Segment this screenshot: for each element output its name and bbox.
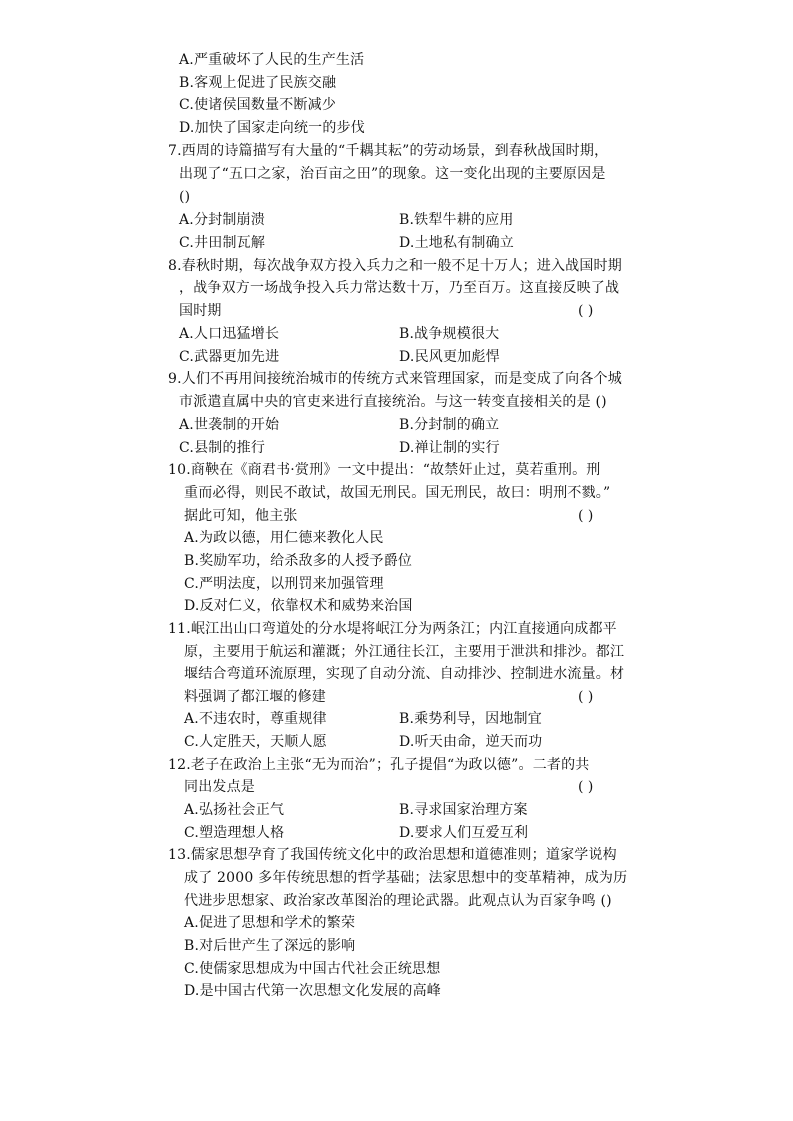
- q10-option-a: A.为政以德，用仁德来教化人民: [184, 530, 384, 546]
- q9-stem-line1: 9.人们不再用间接统治城市的传统方式来管理国家，而是变成了向各个城: [168, 371, 622, 387]
- q8-option-a: A.人口迅猛增长: [179, 326, 280, 342]
- q9-stem-line2: 市派遣直属中央的官吏来进行直接统治。与这一转变直接相关的是 (): [179, 394, 607, 410]
- q7-option-d: D.土地私有制确立: [399, 235, 514, 251]
- q9-option-d: D.禅让制的实行: [399, 440, 500, 456]
- q7-option-a: A.分封制崩溃: [179, 212, 265, 228]
- q12-answer-paren: ( ): [578, 779, 594, 795]
- q8-option-b: B.战争规模很大: [399, 326, 500, 342]
- q13-option-a: A.促进了思想和学术的繁荣: [184, 915, 356, 931]
- q11-answer-paren: ( ): [578, 689, 594, 705]
- q12-option-d: D.要求人们互爱互利: [399, 825, 529, 841]
- q11-stem-line3: 堰结合弯道环流原理，实现了自动分流、自动排沙、控制进水流量。材: [184, 666, 625, 682]
- q13-option-d: D.是中国古代第一次思想文化发展的高峰: [184, 983, 441, 999]
- q10-stem-line1: 10.商鞅在《商君书·赏刑》一文中提出：“故禁奸止过，莫若重刑。刑: [168, 462, 601, 478]
- q7-option-b: B.铁犁牛耕的应用: [399, 212, 514, 228]
- q12-option-a: A.弘扬社会正气: [184, 802, 285, 818]
- q6-option-a: A.严重破坏了人民的生产生活: [179, 52, 365, 68]
- q11-option-a: A.不违农时，尊重规律: [184, 711, 327, 727]
- q8-stem-line3: 国时期: [179, 303, 222, 319]
- q13-option-c: C.使儒家思想成为中国古代社会正统思想: [184, 961, 441, 977]
- q10-answer-paren: ( ): [578, 508, 594, 524]
- q8-answer-paren: ( ): [578, 303, 594, 319]
- q11-option-d: D.听天由命，逆天而功: [399, 734, 543, 750]
- q13-option-b: B.对后世产生了深远的影响: [184, 938, 356, 954]
- q6-option-c: C.使诸侯国数量不断减少: [179, 97, 337, 113]
- q12-stem-line2: 同出发点是: [184, 779, 255, 795]
- q10-option-c: C.严明法度，以刑罚来加强管理: [184, 576, 384, 592]
- q11-stem-line4: 料强调了都江堰的修建: [184, 689, 326, 705]
- q8-option-d: D.民风更加彪悍: [399, 349, 500, 365]
- q9-option-a: A.世袭制的开始: [179, 417, 280, 433]
- q10-stem-line3: 据此可知，他主张: [184, 508, 298, 524]
- q6-option-b: B.客观上促进了民族交融: [179, 75, 337, 91]
- q10-option-d: D.反对仁义，依靠权术和威势来治国: [184, 598, 413, 614]
- q8-stem-line2: ，战争双方一场战争投入兵力常达数十万，乃至百万。这直接反映了战: [179, 280, 620, 296]
- q7-stem-line3: (): [179, 189, 191, 205]
- q10-option-b: B.奖励军功，给杀敌多的人授予爵位: [184, 553, 413, 569]
- q12-option-c: C.塑造理想人格: [184, 825, 285, 841]
- q8-stem-line1: 8.春秋时期，每次战争双方投入兵力之和一般不足十万人；进入战国时期: [168, 258, 622, 274]
- q11-stem-line1: 11.岷江出山口弯道处的分水堤将岷江分为两条江；内江直接通向成都平: [168, 621, 617, 637]
- q11-option-c: C.人定胜天，天顺人愿: [184, 734, 327, 750]
- q13-stem-line2: 成了 2000 多年传统思想的哲学基础；法家思想中的变革精神，成为历: [184, 870, 628, 886]
- q9-option-b: B.分封制的确立: [399, 417, 500, 433]
- q10-stem-line2: 重而必得，则民不敢试，故国无刑民。国无刑民，故曰：明刑不戮。”: [184, 485, 611, 501]
- q13-stem-line3: 代进步思想家、政治家改革图治的理论武器。此观点认为百家争鸣 (): [184, 893, 612, 909]
- q11-option-b: B.乘势利导，因地制宜: [399, 711, 542, 727]
- q8-option-c: C.武器更加先进: [179, 349, 280, 365]
- q7-stem-line2: 出现了“五口之家，治百亩之田”的现象。这一变化出现的主要原因是: [179, 166, 606, 182]
- q11-stem-line2: 原，主要用于航运和灌溉；外江通往长江，主要用于泄洪和排沙。都江: [184, 644, 625, 660]
- q6-option-d: D.加快了国家走向统一的步伐: [179, 120, 365, 136]
- q12-stem-line1: 12.老子在政治上主张“无为而治”；孔子提倡“为政以德”。二者的共: [168, 757, 590, 773]
- q7-option-c: C.井田制瓦解: [179, 235, 266, 251]
- q7-stem-line1: 7.西周的诗篇描写有大量的“千耦其耘”的劳动场景，到春秋战国时期，: [168, 143, 609, 159]
- q13-stem-line1: 13.儒家思想孕育了我国传统文化中的政治思想和道德准则；道家学说构: [168, 847, 617, 863]
- q12-option-b: B.寻求国家治理方案: [399, 802, 528, 818]
- q9-option-c: C.县制的推行: [179, 440, 266, 456]
